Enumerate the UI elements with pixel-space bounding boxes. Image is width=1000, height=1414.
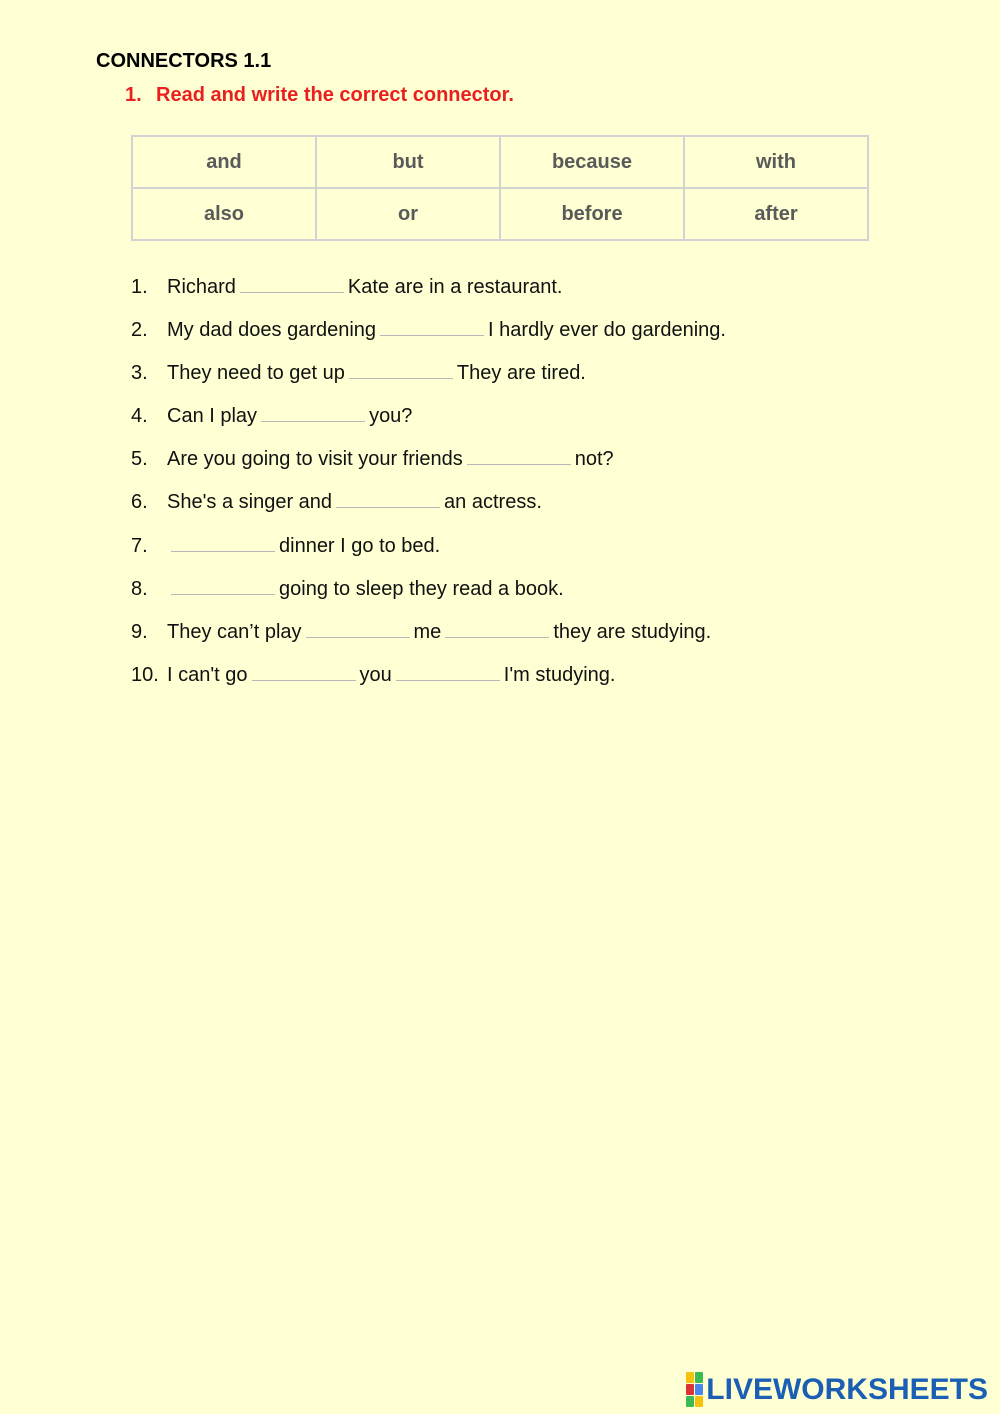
exercise-item <box>131 656 726 699</box>
answer-blank[interactable] <box>171 531 275 552</box>
exercise-item <box>131 570 726 613</box>
word-bank-cell: with <box>684 136 868 188</box>
word-bank-cell: and <box>132 136 316 188</box>
sentence-text: me <box>413 620 442 643</box>
answer-blank[interactable] <box>380 315 484 336</box>
word-bank-row <box>132 136 868 188</box>
exercise-number: 4. <box>131 405 148 428</box>
exercise-number: 9. <box>131 620 148 643</box>
answer-blank[interactable] <box>336 487 440 508</box>
sentence-text: an actress. <box>444 491 542 514</box>
exercise-number: 8. <box>131 577 148 600</box>
exercise-item <box>131 527 726 570</box>
logo-square <box>686 1396 694 1407</box>
answer-blank[interactable] <box>252 660 356 681</box>
answer-blank[interactable] <box>467 444 571 465</box>
sentence-text: Richard <box>167 276 236 298</box>
word-bank-table <box>131 135 869 241</box>
sentence-text: they are studying. <box>553 620 712 643</box>
logo-square <box>695 1372 703 1383</box>
exercise-item <box>131 354 726 397</box>
sentence-text: I can't go <box>167 663 248 686</box>
sentence-text: Can I play <box>167 405 258 428</box>
logo-square <box>695 1384 703 1395</box>
instruction-text: Read and write the correct connector. <box>156 84 514 106</box>
word-bank-cell: or <box>316 188 500 240</box>
liveworksheets-logo-icon <box>686 1372 703 1407</box>
exercise-item <box>131 397 726 440</box>
exercise-item <box>131 440 726 483</box>
answer-blank[interactable] <box>171 574 275 595</box>
exercise-number: 6. <box>131 491 148 514</box>
sentence-text: dinner I go to bed. <box>279 534 441 557</box>
sentence-text: They can’t play <box>167 620 302 643</box>
sentence-text: Kate are in a restaurant. <box>347 276 563 298</box>
liveworksheets-brand <box>686 1372 988 1407</box>
worksheet-title: CONNECTORS 1.1 <box>96 50 272 72</box>
word-bank-cell: because <box>500 136 684 188</box>
sentence-text: Are you going to visit your friends <box>167 448 463 471</box>
word-bank-cell: after <box>684 188 868 240</box>
sentence-text: not? <box>574 448 614 471</box>
sentence-text: you? <box>369 405 413 428</box>
answer-blank[interactable] <box>349 358 453 379</box>
answer-blank[interactable] <box>445 617 549 638</box>
answer-blank[interactable] <box>261 401 365 422</box>
exercise-number: 1. <box>131 276 148 298</box>
exercise-number: 10. <box>131 663 159 686</box>
exercise-item <box>131 613 726 656</box>
word-bank-cell: before <box>500 188 684 240</box>
logo-square <box>686 1372 694 1383</box>
answer-blank[interactable] <box>396 660 500 681</box>
sentence-text: you <box>359 663 392 686</box>
brand-name: LIVEWORKSHEETS <box>706 1372 988 1406</box>
logo-square <box>686 1384 694 1395</box>
exercise-number: 2. <box>131 319 148 342</box>
exercise-number: 5. <box>131 448 148 471</box>
sentence-text: They are tired. <box>456 362 586 385</box>
sentence-text: My dad does gardening <box>167 319 377 342</box>
exercise-item <box>131 483 726 526</box>
word-bank-row <box>132 188 868 240</box>
sentence-text: I hardly ever do gardening. <box>488 319 726 342</box>
sentence-text: They need to get up <box>167 362 345 385</box>
exercise-item <box>131 268 726 311</box>
logo-square <box>695 1396 703 1407</box>
sentence-text: I'm studying. <box>503 663 616 686</box>
exercise-number: 7. <box>131 534 148 557</box>
sentence-text: going to sleep they read a book. <box>279 577 564 600</box>
exercise-list <box>131 268 726 699</box>
exercise-number: 3. <box>131 362 148 385</box>
exercise-item <box>131 311 726 354</box>
word-bank-cell: but <box>316 136 500 188</box>
answer-blank[interactable] <box>240 272 344 293</box>
word-bank-cell: also <box>132 188 316 240</box>
sentence-text: She's a singer and <box>167 491 333 514</box>
instruction <box>125 84 514 107</box>
answer-blank[interactable] <box>306 617 410 638</box>
instruction-number: 1. <box>125 84 142 106</box>
